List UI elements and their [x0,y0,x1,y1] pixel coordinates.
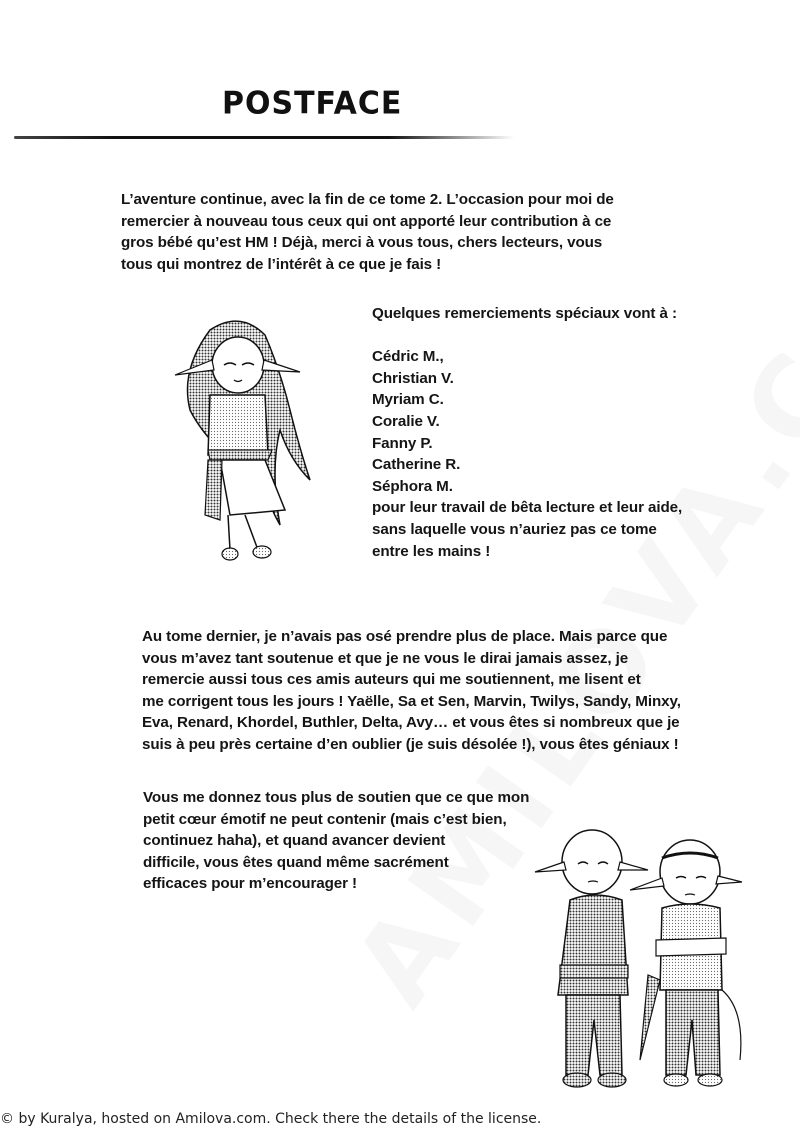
thanks-name: Christian V. [372,369,454,387]
thanks-name: Myriam C. [372,391,444,409]
support-line: Vous me donnez tous plus de soutien que ce que mon [143,789,530,806]
support-line: difficile, vous êtes quand même sacrément [143,853,449,871]
friends-line: remercie aussi tous ces amis auteurs qui me soutiennent, me lisent et [142,671,641,689]
intro-paragraph [121,189,614,275]
friends-line: vous m’avez tant soutenue et que je ne vous le dirai jamais assez, je [142,649,629,667]
intro-line: gros bébé qu’est HM ! Déjà, merci à vous tous, chers lecteurs, vous [121,234,603,252]
thanks-name: Catherine R. [372,456,461,474]
intro-line: L’aventure continue, avec la fin de ce tome 2. L’occasion pour moi de [121,191,614,208]
friends-line: suis à peu près certaine d’en oublier (je suis désolée !), vous êtes géniaux ! [142,735,679,753]
title-divider [14,136,514,139]
friends-line: Au tome dernier, je n’avais pas osé prendre plus de place. Mais parce que [142,628,668,645]
thanks-name: Cédric M., [372,348,444,366]
thanks-name: Séphora M. [372,477,453,495]
support-line: continuez haha), et quand avancer devient [143,832,446,850]
spacer [372,325,682,347]
thanks-closing-line: pour leur travail de bêta lecture et leur aide, [372,499,683,517]
intro-line: tous qui montrez de l’intérêt à ce que je fais ! [121,255,442,273]
friends-paragraph [142,626,681,756]
friends-line: Eva, Renard, Khordel, Buthler, Delta, Avy… et vous êtes si nombreux que je [142,714,680,732]
friends-line: me corrigent tous les jours ! Yaëlle, Sa et Sen, Marvin, Twilys, Sandy, Minxy, [142,692,681,710]
support-paragraph [143,787,529,895]
two-elves-illustration [530,820,760,1095]
thanks-name: Fanny P. [372,434,433,452]
intro-line: remercier à nouveau tous ceux qui ont apporté leur contribution à ce [121,212,612,230]
thanks-name: Coralie V. [372,412,440,430]
page-title: POSTFACE [222,85,403,122]
thanks-closing-line: entre les mains ! [372,542,491,560]
thanks-section [372,303,682,562]
thanks-heading: Quelques remerciements spéciaux vont à : [372,305,677,322]
support-line: petit cœur émotif ne peut contenir (mais c’est bien, [143,810,507,828]
license-footer: © by Kuralya, hosted on Amilova.com. Check there the details of the license. [0,1111,542,1127]
support-line: efficaces pour m’encourager ! [143,875,358,893]
elf-girl-illustration [150,310,330,565]
thanks-closing-line: sans laquelle vous n’auriez pas ce tome [372,520,657,538]
